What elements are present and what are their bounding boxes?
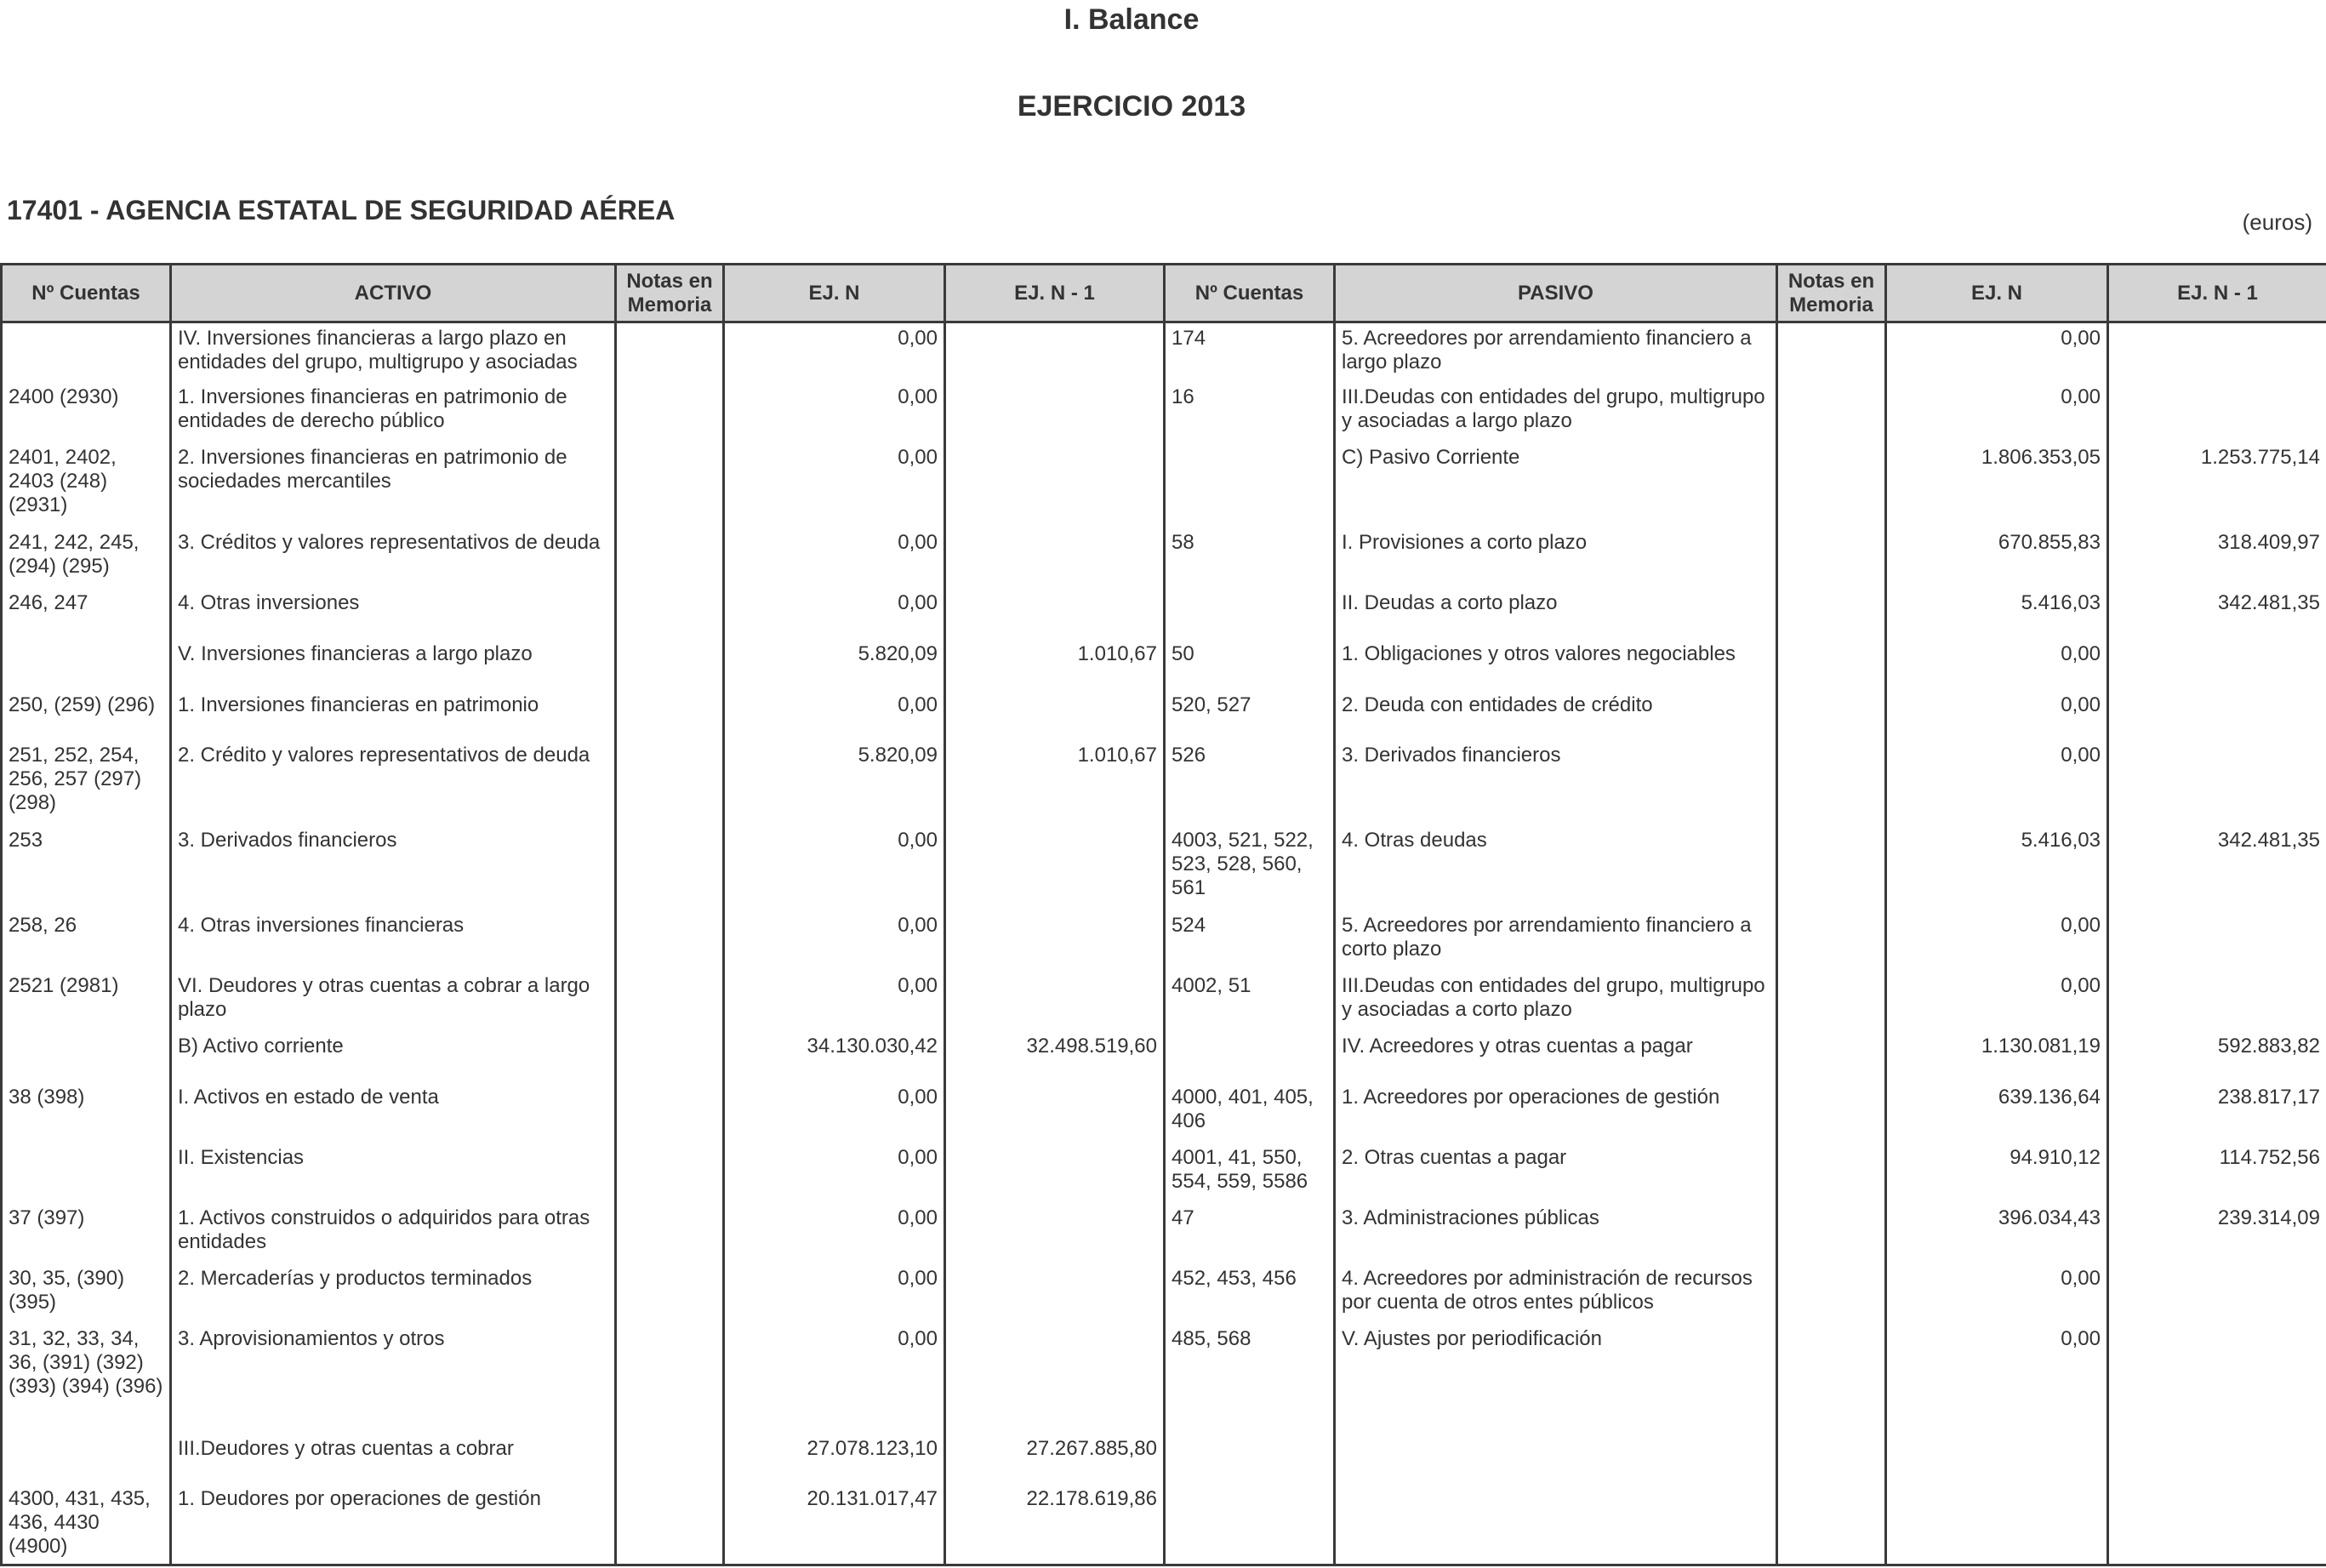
table-header-row xyxy=(2,265,2326,322)
pasivo-ejn-cell: 0,00 xyxy=(1886,690,2108,741)
activo-cuentas-cell xyxy=(2,1031,171,1082)
pasivo-ejn-cell xyxy=(1886,1434,2108,1485)
activo-concepto-cell: VI. Deudores y otras cuentas a cobrar a largo plazo xyxy=(171,971,616,1031)
page-title: I. Balance xyxy=(1063,3,1200,36)
pasivo-ejn1-cell: 342.481,35 xyxy=(2108,825,2326,910)
pasivo-ejn-cell: 0,00 xyxy=(1886,1263,2108,1324)
activo-concepto-cell: I. Activos en estado de venta xyxy=(171,1082,616,1143)
pasivo-ejn-cell: 5.416,03 xyxy=(1886,825,2108,910)
pasivo-notas-cell xyxy=(1777,740,1886,824)
activo-ejn1-cell xyxy=(945,690,1165,741)
pasivo-cuentas-cell: 47 xyxy=(1165,1203,1335,1263)
activo-concepto-cell: 2. Inversiones financieras en patrimonio de sociedades mercantiles xyxy=(171,442,616,527)
activo-ejn-cell: 0,00 xyxy=(724,971,945,1031)
pasivo-concepto-cell xyxy=(1335,1434,1777,1485)
entity-name: 17401 - AGENCIA ESTATAL DE SEGURIDAD AÉREA xyxy=(7,195,676,225)
activo-notas-cell xyxy=(616,1143,724,1203)
activo-ejn1-cell xyxy=(945,442,1165,527)
pasivo-ejn1-cell xyxy=(2108,690,2326,741)
table-row xyxy=(2,527,2326,588)
activo-ejn-cell: 0,00 xyxy=(724,322,945,383)
activo-cuentas-cell: 37 (397) xyxy=(2,1203,171,1263)
activo-cuentas-cell: 253 xyxy=(2,825,171,910)
activo-ejn-cell: 0,00 xyxy=(724,1143,945,1203)
table-row xyxy=(2,1484,2326,1565)
activo-ejn-cell: 0,00 xyxy=(724,690,945,741)
pasivo-notas-cell xyxy=(1777,639,1886,690)
pasivo-concepto-cell: 4. Acreedores por administración de recursos por cuenta de otros entes públicos xyxy=(1335,1263,1777,1324)
activo-cuentas-cell: 4300, 431, 435, 436, 4430 (4900) xyxy=(2,1484,171,1565)
pasivo-ejn1-cell: 114.752,56 xyxy=(2108,1143,2326,1203)
pasivo-ejn-cell: 0,00 xyxy=(1886,910,2108,971)
activo-cuentas-cell xyxy=(2,1143,171,1203)
pasivo-notas-cell xyxy=(1777,1082,1886,1143)
pasivo-concepto-cell: I. Provisiones a corto plazo xyxy=(1335,527,1777,588)
header-notas-activo: Notas en Memoria xyxy=(616,265,724,322)
pasivo-ejn-cell: 0,00 xyxy=(1886,1324,2108,1434)
table-row xyxy=(2,588,2326,639)
pasivo-concepto-cell: C) Pasivo Corriente xyxy=(1335,442,1777,527)
pasivo-ejn1-cell xyxy=(2108,740,2326,824)
pasivo-cuentas-cell: 452, 453, 456 xyxy=(1165,1263,1335,1324)
activo-notas-cell xyxy=(616,588,724,639)
table-row xyxy=(2,1203,2326,1263)
balance-table xyxy=(0,263,2326,1566)
pasivo-notas-cell xyxy=(1777,322,1886,383)
activo-concepto-cell: III.Deudores y otras cuentas a cobrar xyxy=(171,1434,616,1485)
pasivo-notas-cell xyxy=(1777,1484,1886,1565)
activo-cuentas-cell: 258, 26 xyxy=(2,910,171,971)
activo-ejn-cell: 5.820,09 xyxy=(724,740,945,824)
activo-cuentas-cell xyxy=(2,1434,171,1485)
activo-concepto-cell: 4. Otras inversiones xyxy=(171,588,616,639)
pasivo-concepto-cell: II. Deudas a corto plazo xyxy=(1335,588,1777,639)
activo-concepto-cell: IV. Inversiones financieras a largo plazo en entidades del grupo, multigrupo y asociadas xyxy=(171,322,616,383)
activo-ejn1-cell: 32.498.519,60 xyxy=(945,1031,1165,1082)
activo-ejn1-cell xyxy=(945,1263,1165,1324)
header-activo: ACTIVO xyxy=(171,265,616,322)
pasivo-ejn1-cell xyxy=(2108,382,2326,442)
activo-cuentas-cell: 251, 252, 254, 256, 257 (297) (298) xyxy=(2,740,171,824)
pasivo-concepto-cell: III.Deudas con entidades del grupo, multigrupo y asociadas a largo plazo xyxy=(1335,382,1777,442)
pasivo-cuentas-cell: 50 xyxy=(1165,639,1335,690)
table-row xyxy=(2,1031,2326,1082)
header-cuentas-activo: Nº Cuentas xyxy=(2,265,171,322)
activo-concepto-cell: 1. Deudores por operaciones de gestión xyxy=(171,1484,616,1565)
activo-notas-cell xyxy=(616,1324,724,1434)
pasivo-ejn1-cell: 342.481,35 xyxy=(2108,588,2326,639)
pasivo-ejn1-cell xyxy=(2108,322,2326,383)
activo-ejn-cell: 34.130.030,42 xyxy=(724,1031,945,1082)
activo-notas-cell xyxy=(616,1263,724,1324)
pasivo-concepto-cell: 3. Administraciones públicas xyxy=(1335,1203,1777,1263)
pasivo-ejn-cell: 0,00 xyxy=(1886,740,2108,824)
activo-ejn1-cell: 1.010,67 xyxy=(945,740,1165,824)
activo-ejn-cell: 0,00 xyxy=(724,910,945,971)
table-row xyxy=(2,442,2326,527)
activo-notas-cell xyxy=(616,740,724,824)
pasivo-ejn1-cell: 238.817,17 xyxy=(2108,1082,2326,1143)
pasivo-notas-cell xyxy=(1777,382,1886,442)
table-row xyxy=(2,1082,2326,1143)
pasivo-concepto-cell: 5. Acreedores por arrendamiento financiero a corto plazo xyxy=(1335,910,1777,971)
table-row xyxy=(2,1143,2326,1203)
pasivo-ejn1-cell xyxy=(2108,1263,2326,1324)
activo-concepto-cell: 2. Mercaderías y productos terminados xyxy=(171,1263,616,1324)
activo-cuentas-cell: 2400 (2930) xyxy=(2,382,171,442)
table-row xyxy=(2,910,2326,971)
pasivo-ejn-cell: 639.136,64 xyxy=(1886,1082,2108,1143)
activo-ejn-cell: 20.131.017,47 xyxy=(724,1484,945,1565)
activo-ejn1-cell xyxy=(945,382,1165,442)
activo-concepto-cell: 1. Activos construidos o adquiridos para otras entidades xyxy=(171,1203,616,1263)
pasivo-notas-cell xyxy=(1777,825,1886,910)
pasivo-concepto-cell: III.Deudas con entidades del grupo, multigrupo y asociadas a corto plazo xyxy=(1335,971,1777,1031)
pasivo-ejn-cell: 1.130.081,19 xyxy=(1886,1031,2108,1082)
pasivo-ejn1-cell: 592.883,82 xyxy=(2108,1031,2326,1082)
pasivo-cuentas-cell: 485, 568 xyxy=(1165,1324,1335,1434)
pasivo-ejn-cell: 0,00 xyxy=(1886,382,2108,442)
currency-note: (euros) xyxy=(2242,209,2312,235)
activo-ejn1-cell xyxy=(945,971,1165,1031)
pasivo-concepto-cell xyxy=(1335,1484,1777,1565)
pasivo-notas-cell xyxy=(1777,1324,1886,1434)
activo-ejn1-cell xyxy=(945,322,1165,383)
activo-ejn1-cell: 1.010,67 xyxy=(945,639,1165,690)
activo-ejn1-cell xyxy=(945,910,1165,971)
activo-ejn-cell: 0,00 xyxy=(724,588,945,639)
pasivo-ejn1-cell: 239.314,09 xyxy=(2108,1203,2326,1263)
table-row xyxy=(2,1324,2326,1434)
activo-concepto-cell: B) Activo corriente xyxy=(171,1031,616,1082)
pasivo-notas-cell xyxy=(1777,910,1886,971)
activo-ejn-cell: 5.820,09 xyxy=(724,639,945,690)
activo-cuentas-cell: 2521 (2981) xyxy=(2,971,171,1031)
activo-ejn1-cell: 22.178.619,86 xyxy=(945,1484,1165,1565)
pasivo-cuentas-cell xyxy=(1165,1434,1335,1485)
activo-cuentas-cell: 250, (259) (296) xyxy=(2,690,171,741)
pasivo-notas-cell xyxy=(1777,1203,1886,1263)
header-ejn1-activo: EJ. N - 1 xyxy=(945,265,1165,322)
pasivo-notas-cell xyxy=(1777,442,1886,527)
pasivo-ejn-cell: 670.855,83 xyxy=(1886,527,2108,588)
header-pasivo: PASIVO xyxy=(1335,265,1777,322)
pasivo-cuentas-cell: 4001, 41, 550, 554, 559, 5586 xyxy=(1165,1143,1335,1203)
pasivo-ejn1-cell: 1.253.775,14 xyxy=(2108,442,2326,527)
pasivo-cuentas-cell: 174 xyxy=(1165,322,1335,383)
activo-concepto-cell: 3. Créditos y valores representativos de deuda xyxy=(171,527,616,588)
pasivo-cuentas-cell: 520, 527 xyxy=(1165,690,1335,741)
activo-notas-cell xyxy=(616,442,724,527)
fiscal-year-heading: EJERCICIO 2013 xyxy=(1017,90,1246,123)
activo-notas-cell xyxy=(616,1203,724,1263)
pasivo-notas-cell xyxy=(1777,971,1886,1031)
activo-cuentas-cell xyxy=(2,322,171,383)
activo-cuentas-cell: 31, 32, 33, 34, 36, (391) (392) (393) (394) (396) xyxy=(2,1324,171,1434)
activo-ejn-cell: 0,00 xyxy=(724,527,945,588)
table-row xyxy=(2,639,2326,690)
table-row xyxy=(2,825,2326,910)
activo-ejn1-cell xyxy=(945,527,1165,588)
activo-ejn-cell: 0,00 xyxy=(724,1082,945,1143)
activo-cuentas-cell: 2401, 2402, 2403 (248) (2931) xyxy=(2,442,171,527)
pasivo-concepto-cell: 1. Obligaciones y otros valores negociables xyxy=(1335,639,1777,690)
pasivo-ejn1-cell xyxy=(2108,1484,2326,1565)
table-row xyxy=(2,382,2326,442)
activo-concepto-cell: 1. Inversiones financieras en patrimonio de entidades de derecho público xyxy=(171,382,616,442)
pasivo-ejn1-cell xyxy=(2108,971,2326,1031)
pasivo-concepto-cell: 5. Acreedores por arrendamiento financiero a largo plazo xyxy=(1335,322,1777,383)
activo-ejn-cell: 0,00 xyxy=(724,1203,945,1263)
pasivo-ejn1-cell xyxy=(2108,1434,2326,1485)
pasivo-notas-cell xyxy=(1777,1031,1886,1082)
table-row xyxy=(2,971,2326,1031)
activo-notas-cell xyxy=(616,825,724,910)
pasivo-notas-cell xyxy=(1777,690,1886,741)
pasivo-ejn-cell: 1.806.353,05 xyxy=(1886,442,2108,527)
table-row xyxy=(2,322,2326,383)
activo-notas-cell xyxy=(616,527,724,588)
pasivo-ejn-cell: 94.910,12 xyxy=(1886,1143,2108,1203)
activo-ejn-cell: 0,00 xyxy=(724,382,945,442)
pasivo-concepto-cell: IV. Acreedores y otras cuentas a pagar xyxy=(1335,1031,1777,1082)
activo-ejn1-cell xyxy=(945,1324,1165,1434)
activo-cuentas-cell xyxy=(2,639,171,690)
pasivo-concepto-cell: 3. Derivados financieros xyxy=(1335,740,1777,824)
activo-ejn1-cell xyxy=(945,1143,1165,1203)
pasivo-notas-cell xyxy=(1777,588,1886,639)
pasivo-cuentas-cell xyxy=(1165,1484,1335,1565)
pasivo-concepto-cell: V. Ajustes por periodificación xyxy=(1335,1324,1777,1434)
table-body xyxy=(2,322,2326,1565)
pasivo-cuentas-cell xyxy=(1165,588,1335,639)
pasivo-ejn-cell: 5.416,03 xyxy=(1886,588,2108,639)
pasivo-ejn1-cell xyxy=(2108,639,2326,690)
pasivo-concepto-cell: 1. Acreedores por operaciones de gestión xyxy=(1335,1082,1777,1143)
pasivo-cuentas-cell: 4000, 401, 405, 406 xyxy=(1165,1082,1335,1143)
activo-notas-cell xyxy=(616,690,724,741)
activo-cuentas-cell: 241, 242, 245, (294) (295) xyxy=(2,527,171,588)
pasivo-ejn1-cell xyxy=(2108,910,2326,971)
activo-ejn-cell: 0,00 xyxy=(724,1324,945,1434)
pasivo-concepto-cell: 2. Otras cuentas a pagar xyxy=(1335,1143,1777,1203)
header-cuentas-pasivo: Nº Cuentas xyxy=(1165,265,1335,322)
activo-notas-cell xyxy=(616,971,724,1031)
pasivo-cuentas-cell: 4003, 521, 522, 523, 528, 560, 561 xyxy=(1165,825,1335,910)
pasivo-ejn-cell: 0,00 xyxy=(1886,322,2108,383)
activo-notas-cell xyxy=(616,1484,724,1565)
activo-ejn-cell: 27.078.123,10 xyxy=(724,1434,945,1485)
activo-concepto-cell: 4. Otras inversiones financieras xyxy=(171,910,616,971)
activo-ejn-cell: 0,00 xyxy=(724,442,945,527)
activo-ejn1-cell: 27.267.885,80 xyxy=(945,1434,1165,1485)
header-ejn-pasivo: EJ. N xyxy=(1886,265,2108,322)
activo-notas-cell xyxy=(616,1434,724,1485)
activo-concepto-cell: 3. Derivados financieros xyxy=(171,825,616,910)
activo-notas-cell xyxy=(616,382,724,442)
pasivo-ejn-cell xyxy=(1886,1484,2108,1565)
activo-cuentas-cell: 38 (398) xyxy=(2,1082,171,1143)
pasivo-notas-cell xyxy=(1777,1263,1886,1324)
pasivo-cuentas-cell xyxy=(1165,1031,1335,1082)
activo-ejn-cell: 0,00 xyxy=(724,1263,945,1324)
activo-concepto-cell: 1. Inversiones financieras en patrimonio xyxy=(171,690,616,741)
activo-ejn1-cell xyxy=(945,588,1165,639)
pasivo-cuentas-cell: 16 xyxy=(1165,382,1335,442)
activo-concepto-cell: 3. Aprovisionamientos y otros xyxy=(171,1324,616,1434)
activo-cuentas-cell: 246, 247 xyxy=(2,588,171,639)
activo-ejn1-cell xyxy=(945,1203,1165,1263)
pasivo-ejn-cell: 0,00 xyxy=(1886,971,2108,1031)
table-row xyxy=(2,740,2326,824)
pasivo-cuentas-cell: 524 xyxy=(1165,910,1335,971)
header-notas-pasivo: Notas en Memoria xyxy=(1777,265,1886,322)
activo-concepto-cell: II. Existencias xyxy=(171,1143,616,1203)
pasivo-cuentas-cell: 526 xyxy=(1165,740,1335,824)
activo-concepto-cell: V. Inversiones financieras a largo plazo xyxy=(171,639,616,690)
pasivo-cuentas-cell: 58 xyxy=(1165,527,1335,588)
pasivo-notas-cell xyxy=(1777,1143,1886,1203)
activo-concepto-cell: 2. Crédito y valores representativos de deuda xyxy=(171,740,616,824)
activo-ejn1-cell xyxy=(945,825,1165,910)
activo-notas-cell xyxy=(616,910,724,971)
header-ejn1-pasivo: EJ. N - 1 xyxy=(2108,265,2326,322)
pasivo-cuentas-cell xyxy=(1165,442,1335,527)
pasivo-ejn1-cell: 318.409,97 xyxy=(2108,527,2326,588)
activo-notas-cell xyxy=(616,1082,724,1143)
pasivo-ejn-cell: 0,00 xyxy=(1886,639,2108,690)
pasivo-ejn-cell: 396.034,43 xyxy=(1886,1203,2108,1263)
table-row xyxy=(2,1263,2326,1324)
pasivo-concepto-cell: 2. Deuda con entidades de crédito xyxy=(1335,690,1777,741)
header-ejn-activo: EJ. N xyxy=(724,265,945,322)
table-row xyxy=(2,1434,2326,1485)
table-row xyxy=(2,690,2326,741)
activo-notas-cell xyxy=(616,639,724,690)
activo-notas-cell xyxy=(616,1031,724,1082)
pasivo-notas-cell xyxy=(1777,527,1886,588)
pasivo-ejn1-cell xyxy=(2108,1324,2326,1434)
activo-ejn-cell: 0,00 xyxy=(724,825,945,910)
pasivo-cuentas-cell: 4002, 51 xyxy=(1165,971,1335,1031)
pasivo-notas-cell xyxy=(1777,1434,1886,1485)
activo-cuentas-cell: 30, 35, (390) (395) xyxy=(2,1263,171,1324)
pasivo-concepto-cell: 4. Otras deudas xyxy=(1335,825,1777,910)
activo-notas-cell xyxy=(616,322,724,383)
activo-ejn1-cell xyxy=(945,1082,1165,1143)
